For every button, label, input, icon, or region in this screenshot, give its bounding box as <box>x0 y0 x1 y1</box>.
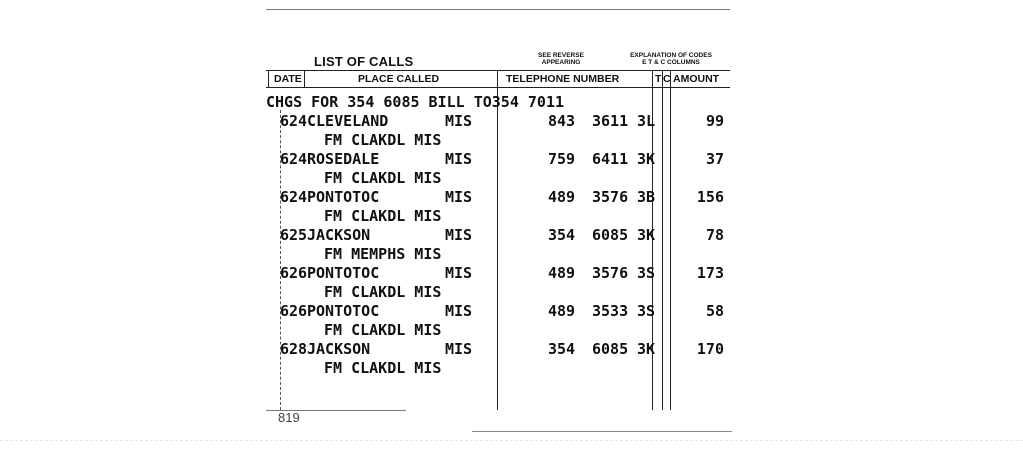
call-row <box>262 188 732 207</box>
call-code: 3S <box>637 302 656 320</box>
call-date: 625 <box>280 226 308 244</box>
call-date: 628 <box>280 340 308 358</box>
header-top-rule <box>266 70 730 71</box>
call-state: MIS <box>445 112 473 130</box>
call-number: 3533 <box>592 302 629 320</box>
call-number: 3611 <box>592 112 629 130</box>
call-area-code: 843 <box>548 112 576 130</box>
call-origin-row <box>262 359 732 378</box>
call-number: 3576 <box>592 188 629 206</box>
call-date: 626 <box>280 264 308 282</box>
call-code: 3K <box>637 150 656 168</box>
call-row <box>262 302 732 321</box>
call-area-code: 489 <box>548 264 576 282</box>
call-row <box>262 226 732 245</box>
call-code: 3K <box>637 340 656 358</box>
call-date: 624 <box>280 188 308 206</box>
call-amount: 58 <box>705 302 724 320</box>
call-number: 6085 <box>592 226 629 244</box>
page-number: 819 <box>278 410 300 425</box>
column-amount: AMOUNT <box>673 73 720 85</box>
call-amount: 170 <box>696 340 724 358</box>
call-number: 6411 <box>592 150 629 168</box>
call-origin: FM MEMPHS MIS <box>324 245 442 263</box>
charges-line: CHGS FOR 354 6085 BILL TO354 7011 <box>266 93 565 111</box>
call-state: MIS <box>445 150 473 168</box>
call-area-code: 759 <box>548 150 576 168</box>
call-origin-row <box>262 283 732 302</box>
call-row <box>262 150 732 169</box>
column-date: DATE <box>274 73 302 85</box>
call-code: 3S <box>637 264 656 282</box>
call-state: MIS <box>445 264 473 282</box>
call-date: 626 <box>280 302 308 320</box>
call-code: 3L <box>637 112 656 130</box>
call-origin: FM CLAKDL MIS <box>324 359 442 377</box>
call-origin: FM CLAKDL MIS <box>324 131 442 149</box>
call-row <box>262 112 732 131</box>
call-place: PONTOTOC <box>307 302 380 320</box>
call-code: 3B <box>637 188 656 206</box>
call-origin: FM CLAKDL MIS <box>324 321 442 339</box>
call-area-code: 354 <box>548 340 576 358</box>
call-origin-row <box>262 169 732 188</box>
call-state: MIS <box>445 226 473 244</box>
call-area-code: 354 <box>548 226 576 244</box>
call-place: PONTOTOC <box>307 188 380 206</box>
call-place: JACKSON <box>307 340 371 358</box>
call-origin: FM CLAKDL MIS <box>324 283 442 301</box>
call-state: MIS <box>445 188 473 206</box>
call-amount: 173 <box>696 264 724 282</box>
column-place: PLACE CALLED <box>358 73 440 85</box>
top-rule <box>266 9 730 10</box>
call-code: 3K <box>637 226 656 244</box>
call-place: JACKSON <box>307 226 371 244</box>
call-row <box>262 264 732 283</box>
call-state: MIS <box>445 302 473 320</box>
call-state: MIS <box>445 340 473 358</box>
call-origin-row <box>262 131 732 150</box>
list-title: LIST OF CALLS <box>314 54 414 69</box>
call-place: PONTOTOC <box>307 264 380 282</box>
call-origin-row <box>262 321 732 340</box>
call-date: 624 <box>280 112 308 130</box>
call-amount: 99 <box>705 112 724 130</box>
call-origin: FM CLAKDL MIS <box>324 207 442 225</box>
call-date: 624 <box>280 150 308 168</box>
call-amount: 78 <box>705 226 724 244</box>
left-edge <box>268 70 269 88</box>
call-number: 3576 <box>592 264 629 282</box>
column-telephone: TELEPHONE NUMBER <box>506 73 620 85</box>
column-c: C <box>663 73 671 85</box>
call-place: CLEVELAND <box>307 112 389 130</box>
call-amount: 156 <box>696 188 724 206</box>
date-divider <box>304 70 305 88</box>
footer-rule-right <box>472 431 732 432</box>
call-origin: FM CLAKDL MIS <box>324 169 442 187</box>
see-reverse-note: SEE REVERSE APPEARING <box>538 52 584 66</box>
call-origin-row <box>262 207 732 226</box>
call-place: ROSEDALE <box>307 150 380 168</box>
call-area-code: 489 <box>548 188 576 206</box>
call-origin-row <box>262 245 732 264</box>
header-bottom-rule <box>266 87 730 88</box>
call-row <box>262 340 732 359</box>
call-area-code: 489 <box>548 302 576 320</box>
call-number: 6085 <box>592 340 629 358</box>
call-amount: 37 <box>705 150 724 168</box>
column-t: T <box>655 73 662 85</box>
page-edge <box>0 440 1023 441</box>
explanation-note: EXPLANATION OF CODES E T & C COLUMNS <box>630 52 712 66</box>
call-list-document <box>262 0 732 451</box>
